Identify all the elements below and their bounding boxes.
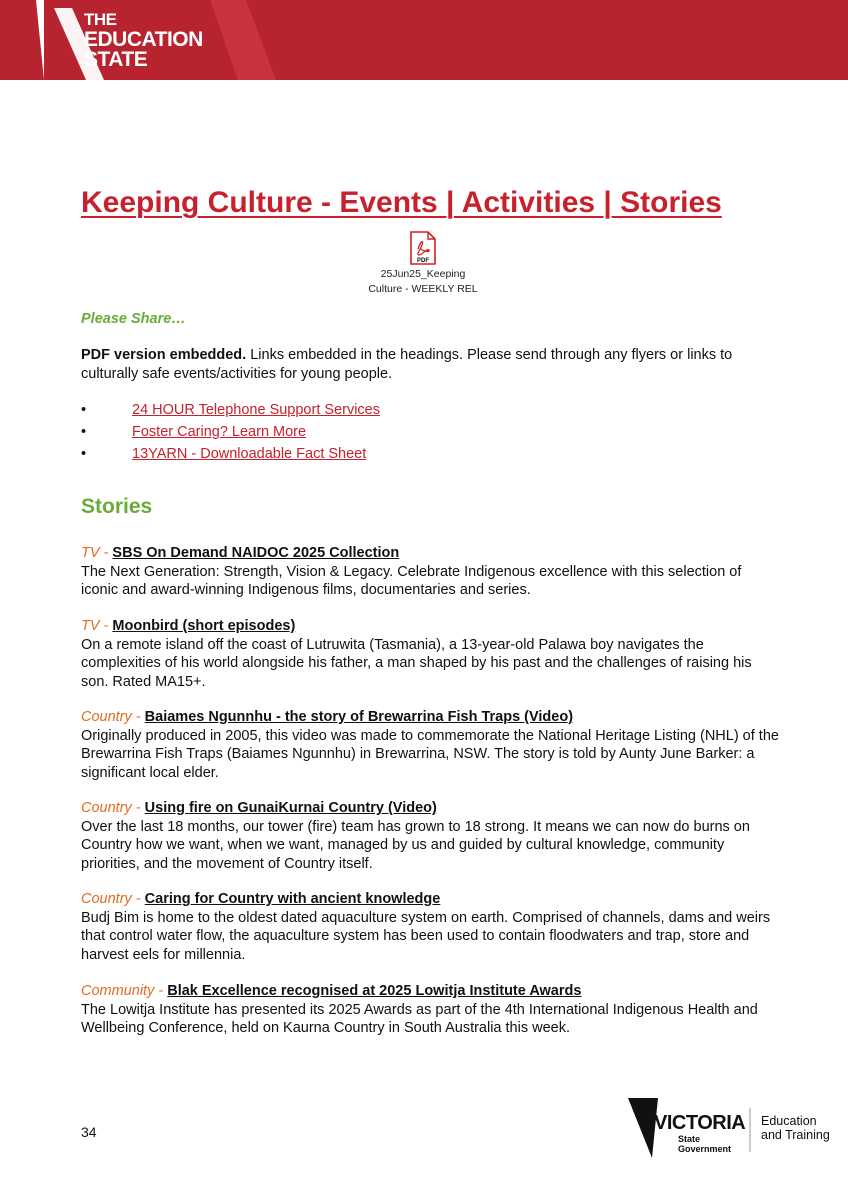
story-description: Originally produced in 2005, this video was made to commemorate the National Heritage Listing (NHL) of the Brewarrina Fish Traps (Baiames Ngunnhu) in Brewarrina, NSW. The story is told by Aunty June Barker: a significant local elder. xyxy=(81,727,779,781)
education-state-logo xyxy=(84,10,203,70)
story-description: Budj Bim is home to the oldest dated aquaculture system on earth. Comprised of channels, dams and weirs that control water flow, the aquaculture system has been used to contain floodwaters and trap, store and harvest eels for millennia. xyxy=(81,909,771,963)
intro-text: Links embedded in the headings. Please send through any flyers or links to culturally safe events/activities for young people. xyxy=(81,347,733,382)
story-category: TV - xyxy=(81,545,113,561)
story-headline-link[interactable]: SBS On Demand NAIDOC 2025 Collection xyxy=(112,545,400,561)
story-category: Country - xyxy=(81,709,145,725)
story-category: Community - xyxy=(81,983,168,999)
story-description: On a remote island off the coast of Lutruwita (Tasmania), a 13-year-old Palawa boy navigates the complexities of his world alongside his father, a man shaped by his past and the challenges of raising his son. Rated MA15+. xyxy=(81,636,752,690)
story-item xyxy=(81,544,781,600)
story-headline-link[interactable]: Blak Excellence recognised at 2025 Lowitja Institute Awards xyxy=(167,983,582,999)
story-category: Country - xyxy=(81,891,145,907)
page-title[interactable]: Keeping Culture - Events | Activities | Stories xyxy=(81,186,722,219)
story-description: Over the last 18 months, our tower (fire) team has grown to 18 strong. It means we can now do burns on Country how we want, when we want, managed by us and guided by cultural knowledge, community priorities, and the movement of Country itself. xyxy=(81,818,750,872)
story-headline-link[interactable]: Using fire on GunaiKurnai Country (Video) xyxy=(144,800,437,816)
logo-line-3: STATE xyxy=(84,48,148,71)
story-description: The Next Generation: Strength, Vision & Legacy. Celebrate Indigenous excellence with this selection of iconic and award-winning Indigenous films, documentaries and series. xyxy=(81,563,742,598)
pdf-icon-label: PDF xyxy=(417,258,429,264)
state-line-2: Government xyxy=(678,1144,732,1154)
bullet: • xyxy=(81,424,87,440)
victoria-state-government-logo xyxy=(628,1096,838,1160)
intro-bold: PDF version embedded. xyxy=(81,347,247,363)
intro-paragraph xyxy=(81,346,781,384)
link-24-hour-support[interactable]: 24 HOUR Telephone Support Services xyxy=(132,402,380,418)
list-item xyxy=(81,443,380,465)
list-item xyxy=(81,421,380,443)
story-headline-link[interactable]: Baiames Ngunnhu - the story of Brewarrina Fish Traps (Video) xyxy=(144,709,574,725)
page-number: 34 xyxy=(81,1124,97,1140)
attachment-name-line-2: Culture - WEEKLY REL xyxy=(368,283,478,295)
story-description: The Lowitja Institute has presented its 2025 Awards as part of the 4th International Indigenous Health and Wellbeing Conference, held on Kaurna Country in South Australia this week. xyxy=(81,1001,758,1036)
bullet: • xyxy=(81,402,87,418)
attachment-name-line-1: 25Jun25_Keeping xyxy=(380,268,466,280)
list-item xyxy=(81,399,380,421)
support-links-list xyxy=(81,399,380,465)
story-item xyxy=(81,708,781,782)
please-share-text: Please Share… xyxy=(81,311,186,327)
logo-line-1: THE xyxy=(84,10,117,29)
story-item xyxy=(81,890,781,964)
victoria-wordmark: VICTORIA xyxy=(654,1112,746,1134)
pdf-attachment[interactable] xyxy=(352,231,494,297)
bullet: • xyxy=(81,446,87,462)
story-headline-link[interactable]: Caring for Country with ancient knowledge xyxy=(144,891,441,907)
story-item xyxy=(81,982,781,1038)
stories-heading: Stories xyxy=(81,495,153,518)
story-item xyxy=(81,799,781,873)
story-category: Country - xyxy=(81,800,145,816)
logo-line-2: EDUCATION xyxy=(84,28,203,51)
dept-line-1: Education xyxy=(761,1114,817,1128)
state-line-1: State xyxy=(678,1134,701,1144)
story-item xyxy=(81,617,781,691)
link-13yarn-fact-sheet[interactable]: 13YARN - Downloadable Fact Sheet xyxy=(132,446,367,462)
story-category: TV - xyxy=(81,618,113,634)
link-foster-caring[interactable]: Foster Caring? Learn More xyxy=(132,424,307,440)
pdf-file-icon xyxy=(409,231,437,265)
story-headline-link[interactable]: Moonbird (short episodes) xyxy=(112,618,296,634)
dept-line-2: and Training xyxy=(761,1128,830,1142)
